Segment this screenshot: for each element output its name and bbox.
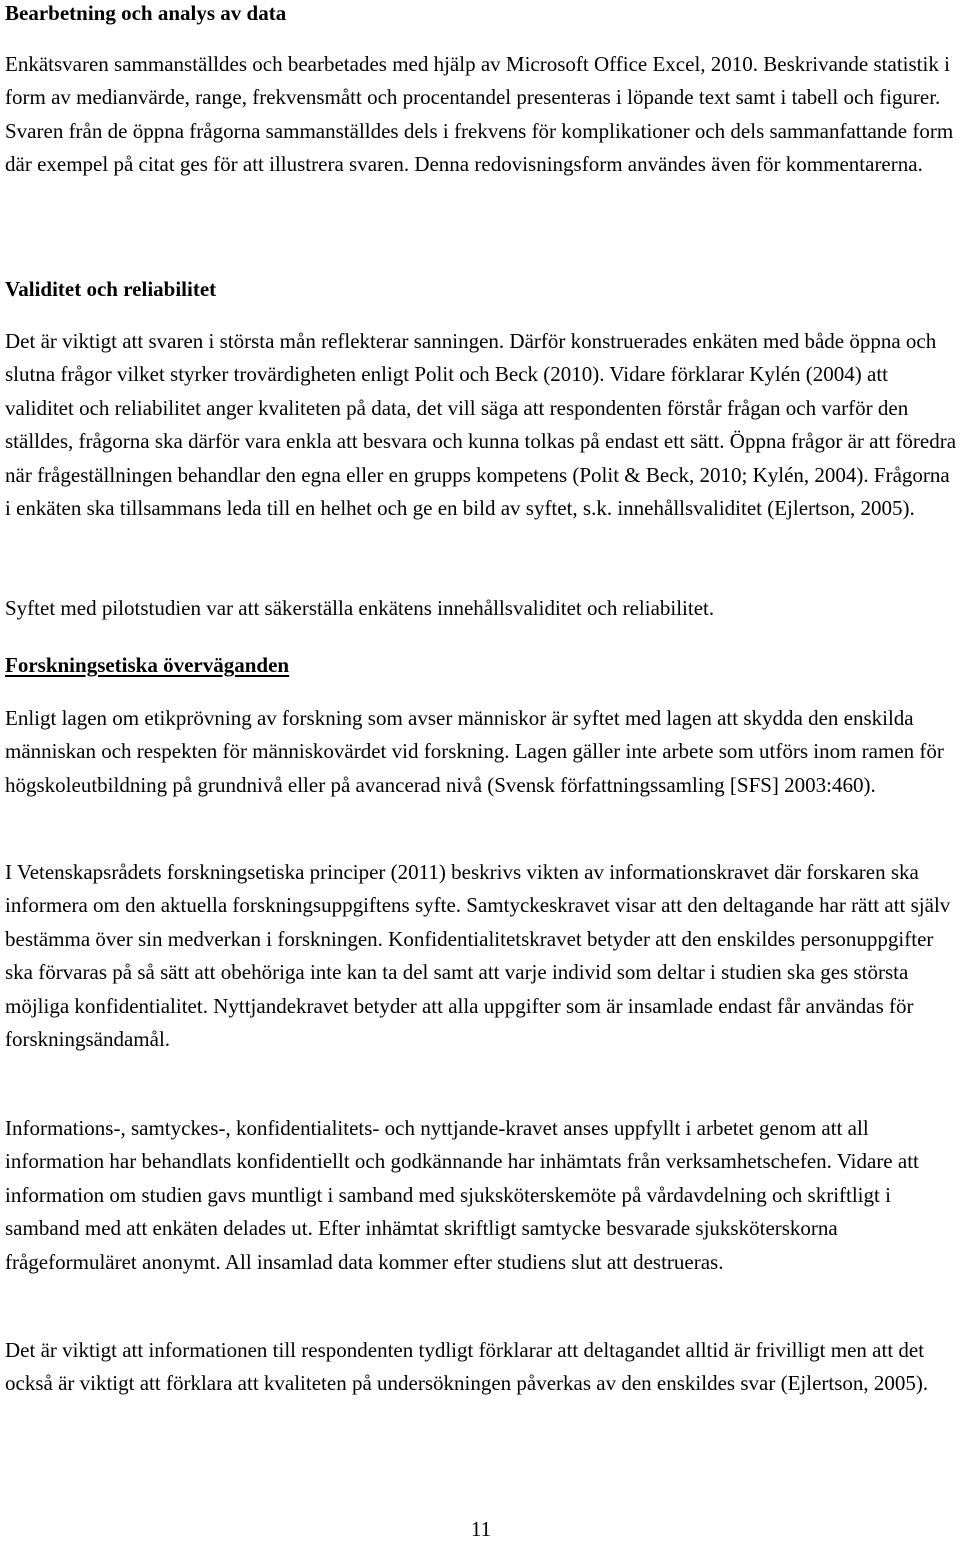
paragraph-validitet-1: Det är viktigt att svaren i största mån reflekterar sanningen. Därför konstruerades enkäten med både öppna och slutna frågor vilket styrker trovärdigheten enligt Polit och Beck (2010). Vidare förklarar Kylén (2004) att validitet och reliabilitet anger kvaliteten på data, det vill säga att respondenten förstår frågan och varför den ställdes, frågorna ska därför vara enkla att besvara och kunna tolkas på endast ett sätt. Öppna frågor är att föredra när frågeställningen behandlar den egna eller en grupps kompetens (Polit & Beck, 2010; Kylén, 2004). Frågorna i enkäten ska tillsammans leda till en helhet och ge en bild av syftet, s.k. innehållsvaliditet (Ejlertson, 2005).: [5, 329, 957, 521]
section-heading-bearbetning: Bearbetning och analys av data: [5, 1, 287, 25]
paragraph-etik-4: Det är viktigt att informationen till respondenten tydligt förklarar att deltagandet alltid är frivilligt men att det också är viktigt att förklara att kvaliteten på undersökningen påverkas av den enskildes svar (Ejlertson, 2005).: [5, 1338, 929, 1396]
paragraph-etik-3: Informations-, samtyckes-, konfidentialitets- och nyttjande-kravet anses uppfyllt i arbetet genom att all information har behandlats konfidentiellt och godkännande har inhämtats från verksamhetschefen. Vidare att information om studien gavs muntligt i samband med sjuksköterskemöte på vårdavdelning och skriftligt i samband med att enkäten delades ut. Efter inhämtat skriftligt samtycke besvarade sjuksköterskorna frågeformuläret anonymt. All insamlad data kommer efter studiens slut att destrueras.: [5, 1116, 919, 1274]
paragraph-validitet-2: Syftet med pilotstudien var att säkerställa enkätens innehållsvaliditet och reliabilitet.: [5, 596, 715, 620]
paragraph-bearbetning: Enkätsvaren sammanställdes och bearbetades med hjälp av Microsoft Office Excel, 2010. Beskrivande statistik i form av medianvärde, range, frekvensmått och procentandel presenteras i löpande text samt i tabell och figurer. Svaren från de öppna frågorna sammanställdes dels i frekvens för komplikationer och dels sammanfattande form där exempel på citat ges för att illustrera svaren. Denna redovisningsform användes även för kommentarerna.: [5, 52, 954, 177]
paragraph-etik-2: I Vetenskapsrådets forskningsetiska principer (2011) beskrivs vikten av informationskravet där forskaren ska informera om den aktuella forskningsuppgiftens syfte. Samtyckeskravet visar att den deltagande har rätt att själv bestämma över sin medverkan i forskningen. Konfidentialitetskravet betyder att den enskildes personuppgifter ska förvaras på så sätt att obehöriga inte kan ta del samt att varje individ som deltar i studien ska ges största möjliga konfidentialitet. Nyttjandekravet betyder att alla uppgifter som är insamlade endast får användas för forskningsändamål.: [5, 860, 951, 1052]
paragraph-etik-1: Enligt lagen om etikprövning av forskning som avser människor är syftet med lagen att skydda den enskilda människan och respekten för människovärdet vid forskning. Lagen gäller inte arbete som utförs inom ramen för högskoleutbildning på grundnivå eller på avancerad nivå (Svensk författningssamling [SFS] 2003:460).: [5, 706, 944, 797]
section-heading-forskningsetiska: Forskningsetiska överväganden: [5, 653, 290, 677]
page-number: 11: [470, 1517, 492, 1541]
section-heading-validitet: Validitet och reliabilitet: [5, 277, 217, 301]
document-page: [5, 0, 957, 1543]
